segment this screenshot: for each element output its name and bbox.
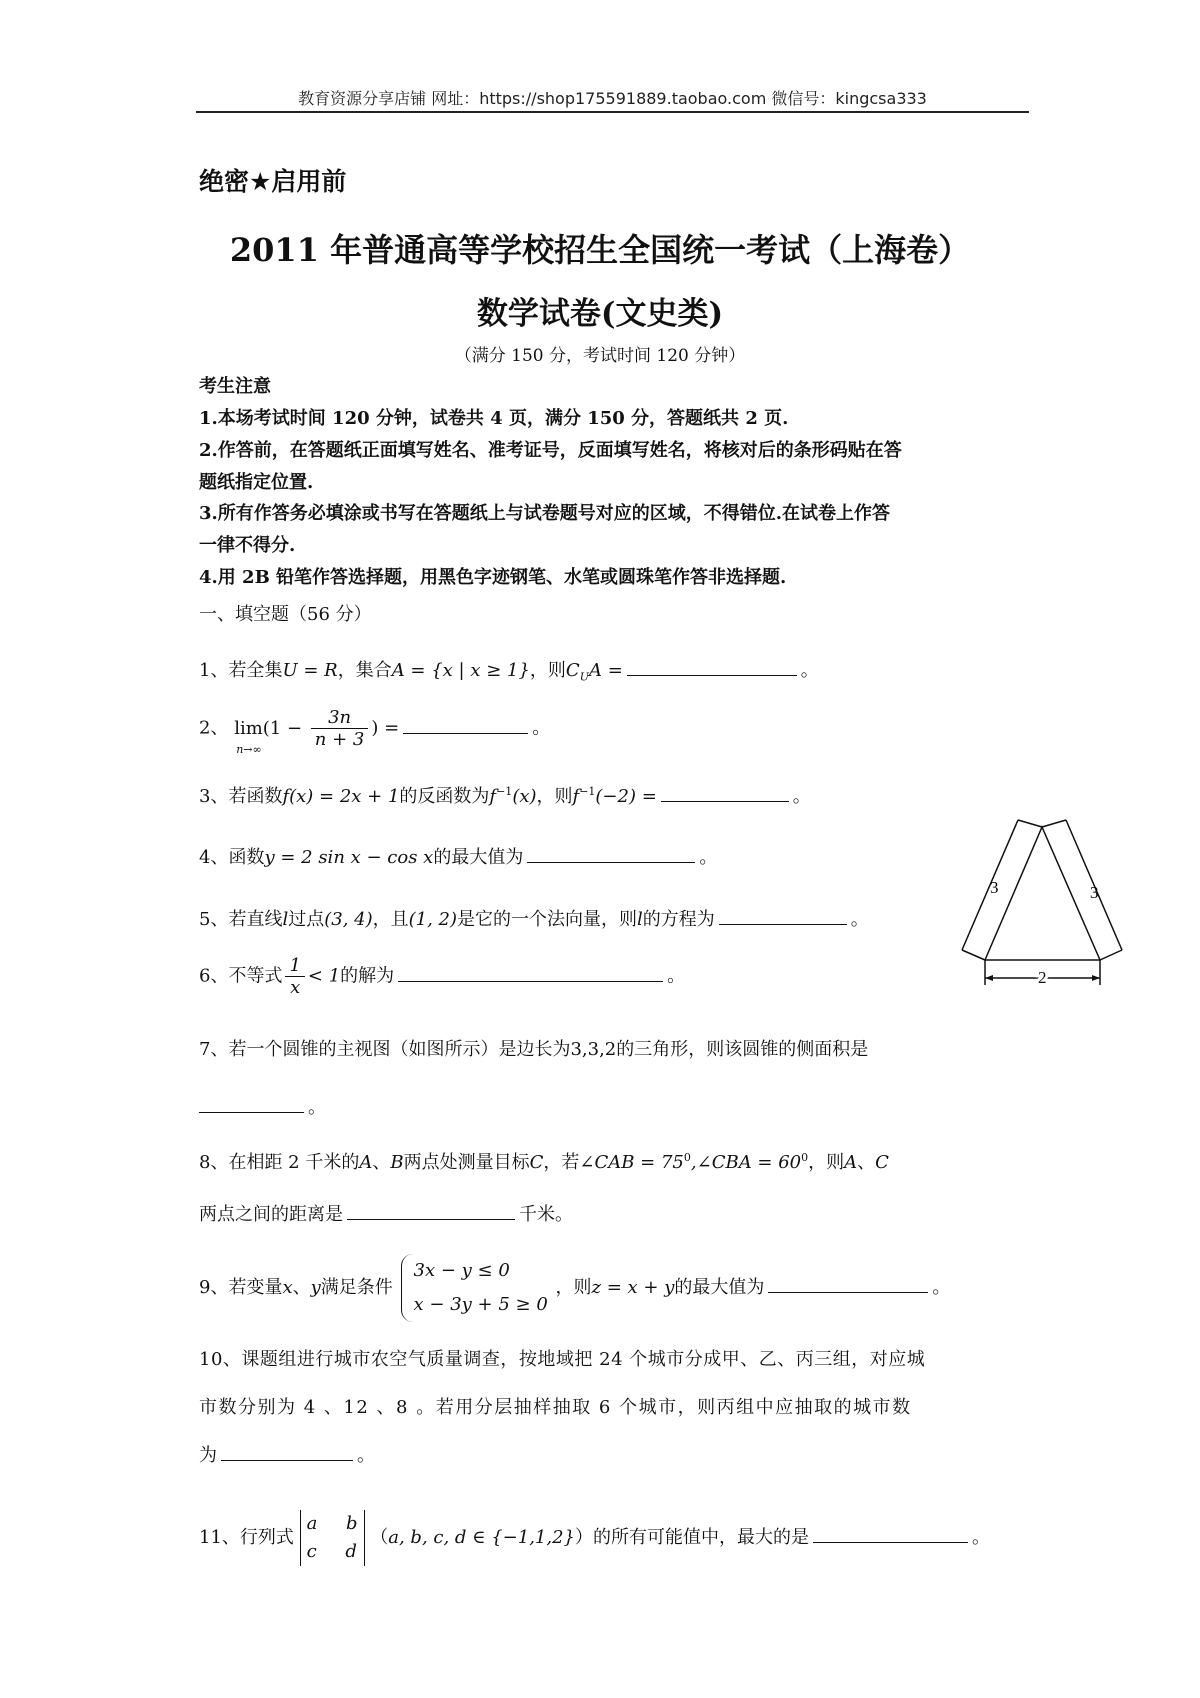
question-6: 6、不等式 $\frac{1}{x}$ < 1的解为 。 (199, 955, 686, 998)
side-label-left: 3 (990, 878, 999, 897)
section-heading: 一、填空题（56 分） (199, 604, 372, 625)
note-item: 题纸指定位置. (199, 472, 314, 493)
question-7: 7、若一个圆锥的主视图（如图所示）是边长为3,3,2的三角形，则该圆锥的侧面积是 (199, 1039, 869, 1060)
score-line: （满分 150 分，考试时间 120 分钟） (454, 346, 746, 366)
note-item: 4.用 2B 铅笔作答选择题，用黑色字迹钢笔、水笔或圆珠笔作答非选择题. (199, 567, 787, 588)
question-1: 1、若全集U = R，集合A = {x | x ≥ 1}，则$C_UA$ = 。 (199, 660, 819, 684)
note-item: 一律不得分. (199, 535, 296, 556)
triangle-figure (950, 815, 1150, 1000)
question-7-answer: 。 (199, 1093, 326, 1119)
answer-blank[interactable] (199, 1098, 304, 1113)
question-8-cont: 两点之间的距离是 千米。 (199, 1204, 573, 1225)
answer-blank[interactable] (768, 1278, 928, 1293)
question-8: 8、在相距 2 千米的A、B两点处测量目标C，若∠CAB = $75^0,\angle CBA = 60^0$，则A、C (199, 1151, 889, 1173)
answer-blank[interactable] (221, 1446, 353, 1461)
base-label: 2 (1038, 968, 1047, 987)
question-10-answer: 为 。 (199, 1445, 375, 1466)
question-11: 11、行列式 a b c d （a, b, c, d ∈ {−1,1,2}）的所有可能值中，最大的是 。 (199, 1510, 990, 1566)
note-item: 1.本场考试时间 120 分钟，试卷共 4 页，满分 150 分，答题纸共 2 页. (199, 408, 789, 429)
header-rule (196, 111, 1029, 113)
side-label-right: 3 (1090, 883, 1099, 902)
answer-blank[interactable] (661, 787, 789, 802)
answer-blank[interactable] (527, 848, 695, 863)
page-header: 教育资源分享店铺 网址：https://shop175591889.taobao.com 微信号：kingcsa333 (298, 89, 927, 108)
note-item: 2.作答前，在答题纸正面填写姓名、准考证号，反面填写姓名，将核对后的条形码贴在答 (199, 440, 902, 461)
question-2: 2、 lim(1 − n→∞ $\frac{3n}{n + 3}$ ) = 。 (199, 707, 551, 756)
answer-blank[interactable] (398, 967, 663, 982)
secret-mark: 绝密★启用前 (199, 167, 347, 196)
answer-blank[interactable] (403, 719, 528, 734)
question-9: 9、若变量x、y满足条件 3x − y ≤ 0 x − 3y + 5 ≥ 0 ，则z = x + y的最大值为 。 (199, 1254, 950, 1322)
answer-blank[interactable] (719, 910, 847, 925)
answer-blank[interactable] (347, 1205, 515, 1220)
answer-blank[interactable] (627, 661, 797, 676)
exam-title: 2011 年普通高等学校招生全国统一考试（上海卷） (229, 231, 971, 269)
notes-heading: 考生注意 (199, 376, 271, 397)
question-10: 10、课题组进行城市农空气质量调查，按地域把 24 个城市分成甲、乙、丙三组，对应城 (199, 1349, 926, 1370)
note-item: 3.所有作答务必填涂或书写在答题纸上与试卷题号对应的区域，不得错位.在试卷上作答 (199, 503, 891, 524)
exam-subtitle: 数学试卷(文史类) (476, 296, 724, 332)
triangle-shape (985, 827, 1100, 960)
question-4: 4、函数y = 2 sin x − cos x的最大值为 。 (199, 847, 718, 868)
question-10-cont: 市数分别为 4 、12 、8 。若用分层抽样抽取 6 个城市，则丙组中应抽取的城市数 (199, 1397, 912, 1418)
question-5: 5、若直线l过点(3, 4)，且(1, 2)是它的一个法向量，则l的方程为 。 (199, 909, 869, 930)
answer-blank[interactable] (813, 1528, 968, 1543)
question-3: 3、若函数f(x) = 2x + 1的反函数为$f^{-1}(x)$，则$f^{-1}(-2)$ = 。 (199, 785, 811, 807)
